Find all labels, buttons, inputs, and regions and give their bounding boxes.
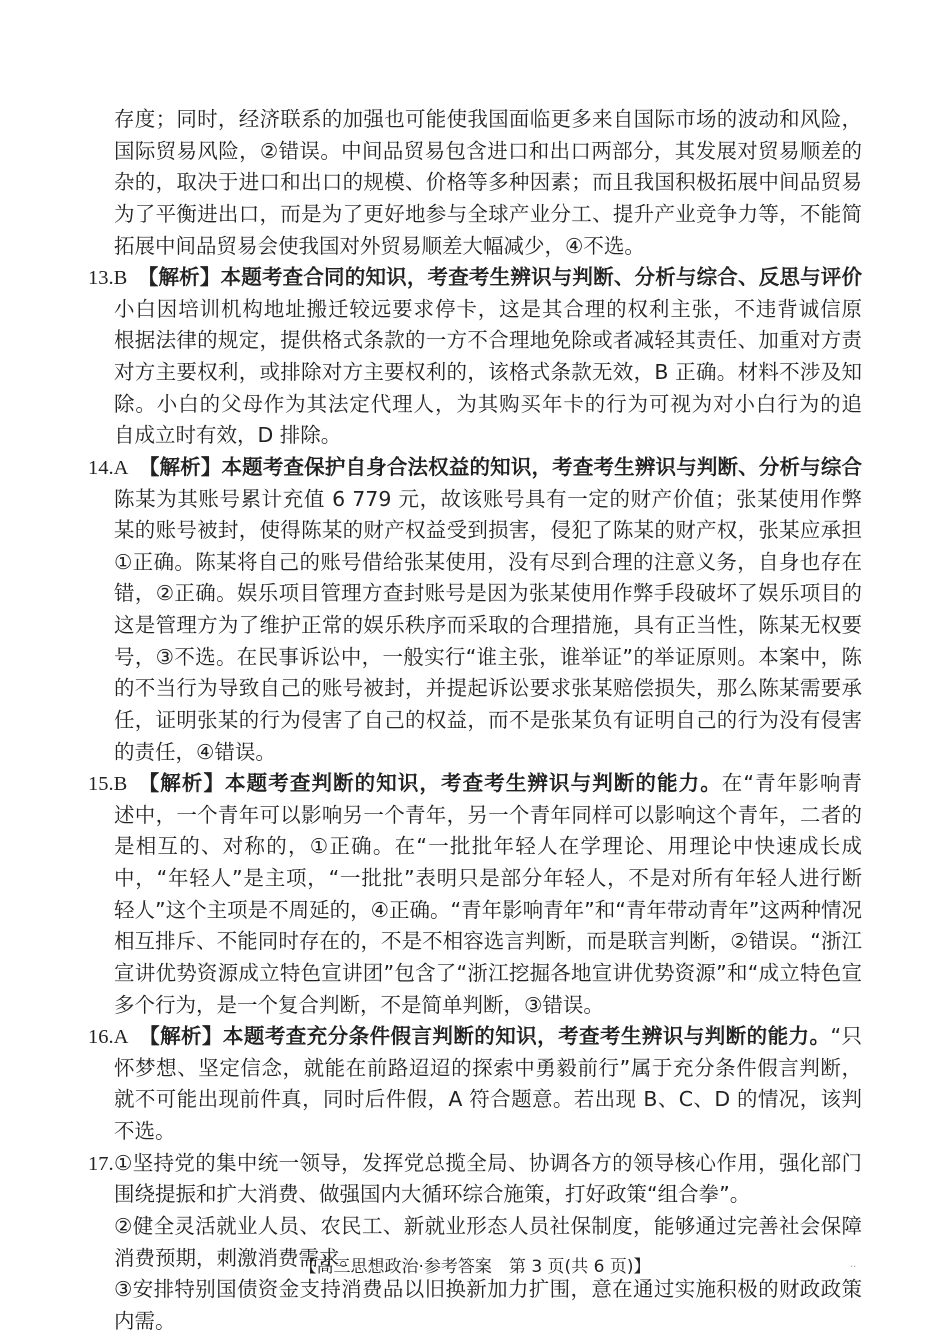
question-number: 16.: [88, 1026, 114, 1049]
line-text: 就不可能出现前件真，同时后件假，A 符合题意。若出现 B、C、D 的情况，该判: [114, 1087, 862, 1112]
line-text: 围绕提振和扩大消费、做强国内大循环综合施策，打好政策“组合拳”。: [114, 1182, 751, 1207]
text-line: [0, 136, 950, 168]
text-line: [0, 1211, 950, 1243]
line-text: 轻人”这个主项是不周延的，④正确。“青年影响青年”和“青年带动青年”这两种情况: [114, 897, 862, 922]
line-text: 根据法律的规定，提供格式条款的一方不合理地免除或者减轻其责任、加重对方责: [114, 328, 862, 353]
line-text: 的不当行为导致自己的账号被封，并提起诉讼要求张某赔偿损失，那么陈某需要承: [114, 676, 862, 701]
text-line: [0, 357, 950, 389]
question-number: 15.: [88, 773, 114, 796]
question-number: 14.: [88, 456, 114, 479]
analysis-label: 【解析】本题考查充分条件假言判断的知识，考查考生辨识与判断的能力。: [138, 1024, 831, 1049]
heading-text: [88, 262, 862, 294]
analysis-label: 【解析】本题考查合同的知识，考查考生辨识与判断、分析与综合、反思与评价: [137, 265, 862, 290]
text-line: [0, 1179, 950, 1211]
spacer: [128, 1024, 138, 1048]
text-line: [0, 673, 950, 705]
line-text: 存度；同时，经济联系的加强也可能使我国面临更多来自国际市场的波动和风险，: [114, 107, 862, 131]
spacer: [128, 455, 138, 479]
heading-rest: 在“青年影响青: [721, 771, 862, 796]
text-line: [0, 705, 950, 737]
line-text: 消费预期，刺激消费需求。: [114, 1245, 360, 1270]
text-line: [0, 1274, 950, 1306]
line-text: 除。小白的父母作为其法定代理人，为其购买年卡的行为可视为对小白行为的追: [114, 391, 862, 416]
answer-letter: B: [113, 267, 128, 290]
spacer: [127, 771, 137, 795]
text-line: [0, 420, 950, 452]
text-line: [0, 515, 950, 547]
line-text: 是相互的、对称的，①正确。在“一批批年轻人在学理论、用理论中快速成长成: [114, 834, 862, 859]
text-line: [0, 831, 950, 863]
line-text: 不选。: [114, 1119, 176, 1143]
line-text: 国际贸易风险，②错误。中间品贸易包含进口和出口两部分，其发展对贸易顺差的: [114, 138, 862, 163]
answer-letter: A: [113, 456, 129, 479]
text-line: [0, 926, 950, 958]
line-text: 多个行为，是一个复合判断，不是简单判断，③错误。: [114, 992, 604, 1017]
heading-text: [88, 452, 862, 484]
question-heading: [0, 1148, 950, 1180]
text-line: [0, 1053, 950, 1085]
page-footer: 【高三思想政治·参考答案 第 3 页(共 6 页)】: [299, 1257, 651, 1277]
line-text: 这是管理方为了维护正常的娱乐秩序而采取的合理措施，具有正当性，陈某无权要: [114, 613, 862, 637]
line-text: 自成立时有效，D 排除。: [114, 423, 342, 448]
text-line: [0, 737, 950, 769]
line-text: 错，②正确。娱乐项目管理方查封账号是因为张某使用作弊手段破坏了娱乐项目的: [114, 581, 862, 606]
line-text: 对方主要权利，或排除对方主要权利的，该格式条款无效，B 正确。材料不涉及知: [114, 360, 862, 384]
answer-document: [0, 104, 950, 1337]
text-line: [0, 547, 950, 579]
line-text: ②健全灵活就业人员、农民工、新就业形态人员社保制度，能够通过完善社会保障: [114, 1213, 862, 1238]
text-line: [0, 167, 950, 199]
text-line: [0, 325, 950, 357]
line-text: ③安排特别国债资金支持消费品以旧换新加力扩围，意在通过实施积极的财政政策: [114, 1277, 862, 1302]
heading-rest: “只: [830, 1024, 862, 1049]
spacer: [127, 265, 137, 289]
question-heading: [0, 768, 950, 800]
text-line: [0, 642, 950, 674]
line-text: 拓展中间品贸易会使我国对外贸易顺差大幅减少，④不选。: [114, 233, 645, 258]
line-text: 怀梦想、坚定信念，就能在前路迢迢的探索中勇毅前行”属于充分条件假言判断，: [114, 1055, 862, 1080]
line-text: 述中，一个青年可以影响另一个青年，另一个青年同样可以影响这个青年，二者的: [114, 802, 862, 827]
text-line: [0, 1084, 950, 1116]
text-line: [0, 610, 950, 642]
line-text: 杂的，取决于进口和出口的规模、价格等多种因素；而且我国积极拓展中间品贸易: [114, 170, 862, 195]
question-number: 13.: [88, 267, 114, 290]
text-line: [0, 231, 950, 263]
answer-letter: A: [113, 1026, 129, 1049]
question-heading: [0, 452, 950, 484]
line-text: 相互排斥、不能同时存在的，不是不相容选言判断，而是联言判断，②错误。“浙江: [114, 929, 862, 954]
text-line: [0, 294, 950, 326]
text-line: [0, 863, 950, 895]
heading-text: [88, 768, 862, 800]
text-line: [0, 578, 950, 610]
text-line: [0, 895, 950, 927]
text-line: [0, 958, 950, 990]
text-line: [0, 1116, 950, 1148]
answer-letter: B: [113, 773, 128, 796]
question-heading: [0, 1021, 950, 1053]
analysis-label: 【解析】本题考查判断的知识，考查考生辨识与判断的能力。: [137, 771, 722, 796]
text-line: [0, 990, 950, 1022]
text-line: [0, 484, 950, 516]
line-text: 小白因培训机构地址搬迁较远要求停卡，这是其合理的权利主张，不违背诚信原: [114, 296, 862, 321]
line-text: 为了平衡进出口，而是为了更好地参与全球产业分工、提升产业竞争力等，不能简: [114, 201, 862, 226]
line-text: 号，③不选。在民事诉讼中，一般实行“谁主张，谁举证”的举证原则。本案中，陈: [114, 644, 862, 669]
line-text: 某的账号被封，使得陈某的财产权益受到损害，侵犯了陈某的财产权，张某应承担: [114, 518, 862, 543]
heading-text: [88, 1021, 862, 1053]
question-number: 17.: [88, 1152, 114, 1175]
heading-rest: ①坚持党的集中统一领导，发挥党总揽全局、协调各方的领导核心作用，强化部门: [113, 1150, 862, 1175]
line-text: ①正确。陈某将自己的账号借给张某使用，没有尽到合理的注意义务，自身也存在: [114, 549, 862, 574]
line-text: 陈某为其账号累计充值 6 779 元，故该账号具有一定的财产价值；张某使用作弊: [114, 486, 862, 511]
corner-mark: ··: [850, 1262, 857, 1273]
line-text: 宣讲优势资源成立特色宣讲团”包含了“浙江挖掘各地宣讲优势资源”和“成立特色宣: [114, 960, 862, 985]
question-heading: [0, 262, 950, 294]
line-text: 任，证明张某的行为侵害了自己的权益，而不是张某负有证明自己的行为没有侵害: [114, 707, 862, 732]
line-text: 的责任，④错误。: [114, 739, 276, 764]
analysis-label: 【解析】本题考查保护自身合法权益的知识，考查考生辨识与判断、分析与综合: [138, 454, 862, 479]
text-line: [0, 199, 950, 231]
text-line: [0, 104, 950, 136]
line-text: 内需。: [114, 1308, 176, 1333]
line-text: 中，“年轻人”是主项，“一批批”表明只是部分年轻人，不是对所有年轻人进行断: [114, 866, 862, 890]
text-line: [0, 800, 950, 832]
heading-text: [88, 1148, 862, 1180]
text-line: [0, 389, 950, 421]
text-line: [0, 1306, 950, 1338]
